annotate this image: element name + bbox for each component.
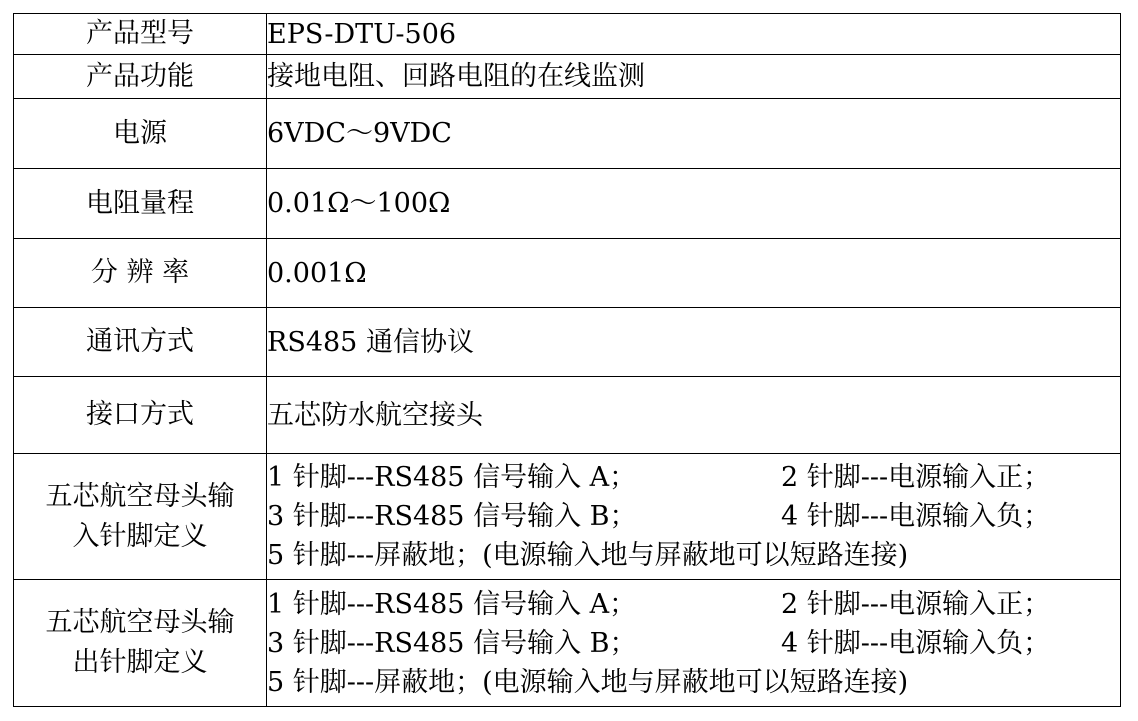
- output-pin-5: 5 针脚---屏蔽地；(电源输入地与屏蔽地可以短路连接): [267, 666, 909, 698]
- output-pins-line2: [267, 624, 1120, 663]
- input-pin-1: 1 针脚---RS485 信号输入 A；: [267, 462, 637, 493]
- output-pin-1: 1 针脚---RS485 信号输入 A；: [267, 588, 637, 620]
- input-pin-4: 4 针脚---电源输入负；: [781, 501, 1051, 532]
- value-function: 接地电阻、回路电阻的在线监测: [267, 55, 1121, 99]
- input-pin-3: 3 针脚---RS485 信号输入 B；: [267, 501, 637, 532]
- value-resolution: 0.001Ω: [267, 239, 1121, 308]
- value-input-pins: [267, 454, 1121, 580]
- row-resistance-range: [14, 169, 1121, 239]
- label-power: 电源: [14, 99, 267, 169]
- label-input-pins-line1: 五芯航空母头输: [45, 480, 235, 512]
- label-resistance-range: 电阻量程: [14, 169, 267, 239]
- value-output-pins: [267, 580, 1121, 707]
- label-input-pins: [14, 454, 267, 580]
- label-input-pins-line2: 入针脚定义: [72, 520, 208, 552]
- value-power: 6VDC～9VDC: [267, 99, 1121, 169]
- output-pin-2: 2 针脚---电源输入正；: [781, 588, 1051, 620]
- value-interface: 五芯防水航空接头: [267, 377, 1121, 454]
- label-output-pins: [14, 580, 267, 707]
- input-pin-5: 5 针脚---屏蔽地；(电源输入地与屏蔽地可以短路连接): [267, 540, 909, 571]
- label-model: 产品型号: [14, 14, 267, 55]
- row-power: [14, 99, 1121, 169]
- output-pin-4: 4 针脚---电源输入负；: [781, 627, 1051, 659]
- label-interface: 接口方式: [14, 377, 267, 454]
- output-pins-line1: [267, 585, 1120, 624]
- row-model: [14, 14, 1121, 55]
- row-output-pins: [14, 580, 1121, 707]
- label-resolution: 分 辨 率: [14, 239, 267, 308]
- value-model: EPS-DTU-506: [267, 14, 1121, 55]
- row-interface: [14, 377, 1121, 454]
- row-communication: [14, 308, 1121, 377]
- label-function: 产品功能: [14, 55, 267, 99]
- label-output-pins-line2: 出针脚定义: [72, 647, 208, 678]
- label-communication: 通讯方式: [14, 308, 267, 377]
- input-pin-2: 2 针脚---电源输入正；: [781, 462, 1051, 493]
- input-pins-line2: [267, 497, 1120, 536]
- value-resistance-range: 0.01Ω～100Ω: [267, 169, 1121, 239]
- input-pins-line1: [267, 458, 1120, 497]
- output-pin-3: 3 针脚---RS485 信号输入 B；: [267, 627, 637, 659]
- spec-table: [13, 13, 1121, 707]
- value-communication: RS485 通信协议: [267, 308, 1121, 377]
- row-input-pins: [14, 454, 1121, 580]
- label-output-pins-line1: 五芯航空母头输: [45, 607, 235, 638]
- row-function: [14, 55, 1121, 99]
- row-resolution: [14, 239, 1121, 308]
